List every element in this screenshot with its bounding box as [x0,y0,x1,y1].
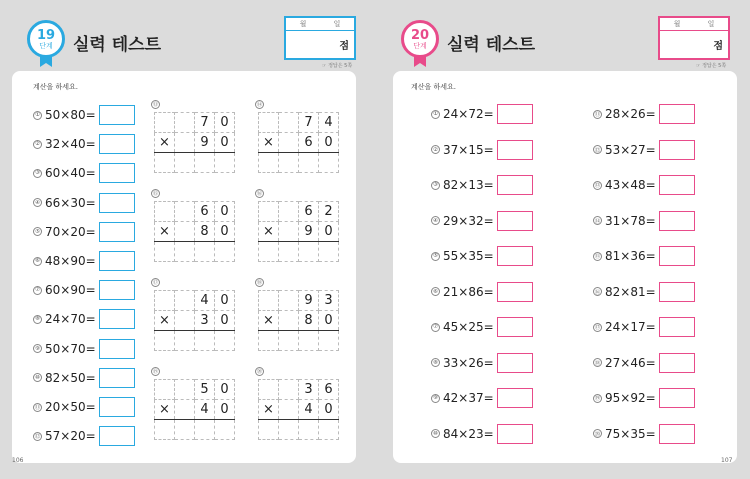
instruction: 계산을 하세요. [33,83,79,91]
problem-row [33,426,135,446]
problem-number: ① [33,111,42,120]
problem-number: ⑪ [33,403,42,412]
problem-number: ⑨ [431,394,440,403]
answer-box[interactable] [99,105,135,125]
points-label: 점 [339,41,349,52]
answer-box[interactable] [99,368,135,388]
operator: × [155,400,175,420]
problem-row [33,280,135,300]
digit-cell: 0 [215,311,235,331]
problem-number: ⑪ [593,110,602,119]
page-title: 실력 테스트 [73,35,162,55]
empty-cell [259,113,279,133]
problem-expression: 33×26= [443,355,494,370]
answer-box[interactable] [659,140,695,160]
empty-cell [279,311,299,331]
problem-expression: 66×30= [45,195,96,210]
answer-box[interactable] [497,282,533,302]
problem-row [593,246,695,266]
answer-cell[interactable] [259,331,279,351]
problem-expression: 75×35= [605,426,656,441]
answer-box[interactable] [497,211,533,231]
problem-row [431,175,533,195]
problem-number: ① [431,110,440,119]
answer-cell[interactable] [299,331,319,351]
answer-box[interactable] [497,246,533,266]
answer-cell[interactable] [319,331,339,351]
answer-box[interactable] [659,317,695,337]
answer-cell[interactable] [155,242,175,262]
problem-row [431,211,533,231]
answer-box[interactable] [659,388,695,408]
answer-cell[interactable] [299,153,319,173]
page-number: 106 [12,457,24,464]
empty-cell [155,380,175,400]
digit-cell: 0 [215,202,235,222]
vertical-multiplication-grid [154,201,235,262]
operator: × [259,133,279,153]
problem-row [593,424,695,444]
problem-number: ⑬ [152,102,158,108]
answer-box[interactable] [99,280,135,300]
problem-expression: 57×20= [45,429,96,444]
problem-expression: 70×20= [45,224,96,239]
answer-cell[interactable] [195,242,215,262]
problem-expression: 95×92= [605,391,656,405]
answer-box[interactable] [99,134,135,154]
digit-cell: 9 [299,291,319,311]
problem-number: ⑦ [33,286,42,295]
problem-expression: 28×26= [605,107,656,121]
problem-expression: 27×46= [605,355,656,370]
points-label: 점 [713,41,723,52]
answer-cell[interactable] [259,420,279,440]
problem-row [593,353,695,373]
problem-row [33,339,135,359]
digit-cell: 0 [215,133,235,153]
empty-cell [279,113,299,133]
answer-box[interactable] [99,397,135,417]
answer-box[interactable] [659,104,695,124]
problem-row [431,246,533,266]
answer-box[interactable] [497,140,533,160]
problem-expression: 81×36= [605,249,656,263]
answer-box[interactable] [99,251,135,271]
problem-row [593,104,695,124]
problem-expression: 60×40= [45,166,96,181]
problem-expression: 21×86= [443,284,494,299]
level-unit: 단계 [39,41,53,50]
ribbon-icon [40,55,52,67]
empty-cell [259,380,279,400]
problem-number: ⑦ [431,323,440,332]
digit-cell: 7 [195,113,215,133]
problem-expression: 42×37= [443,391,494,405]
problem-number: ⑯ [256,191,262,197]
operator: × [259,311,279,331]
month-label: 월 [299,20,307,28]
problem-row [33,368,135,388]
problem-number: ⑰ [152,280,158,286]
answer-cell[interactable] [155,153,175,173]
problem-row [33,193,135,213]
answer-cell[interactable] [299,420,319,440]
answer-box[interactable] [659,175,695,195]
empty-cell [155,113,175,133]
answer-box[interactable] [659,211,695,231]
answer-box[interactable] [497,424,533,444]
problem-number: ④ [431,216,440,225]
answer-box[interactable] [99,163,135,183]
digit-cell: 4 [195,291,215,311]
problem-row [593,317,695,337]
problem-number: ⑨ [33,344,42,353]
problem-expression: 37×15= [443,142,494,157]
level-unit: 단계 [413,41,427,50]
problem-expression: 50×80= [45,108,96,122]
problem-number: ⑥ [431,287,440,296]
answer-box[interactable] [497,353,533,373]
digit-cell: 9 [299,222,319,242]
digit-cell: 0 [215,380,235,400]
problem-row [593,175,695,195]
empty-cell [175,400,195,420]
digit-cell: 5 [195,380,215,400]
problem-expression: 20×50= [45,400,96,414]
empty-cell [279,133,299,153]
empty-cell [279,291,299,311]
level-badge [401,20,439,58]
answer-cell[interactable] [319,242,339,262]
problem-expression: 24×72= [443,107,494,121]
page-title: 실력 테스트 [447,35,536,55]
empty-cell [259,291,279,311]
digit-cell: 8 [195,222,215,242]
problem-row [593,388,695,408]
answer-box[interactable] [659,353,695,373]
problem-number: ⑳ [256,369,262,375]
level-number: 19 [36,27,56,43]
problem-row [431,140,533,160]
answer-box[interactable] [497,388,533,408]
problem-number: ⑬ [593,181,602,190]
right-page [375,0,750,479]
day-label: 일 [333,20,341,28]
digit-cell: 0 [215,113,235,133]
digit-cell: 4 [195,400,215,420]
digit-cell: 6 [299,202,319,222]
answer-cell[interactable] [279,153,299,173]
problem-expression: 24×70= [45,312,96,327]
problem-expression: 45×25= [443,320,494,334]
problem-row [33,134,135,154]
operator: × [155,222,175,242]
answer-cell[interactable] [195,331,215,351]
level-badge [27,20,65,58]
digit-cell: 3 [195,311,215,331]
problem-row [431,424,533,444]
digit-cell: 2 [319,202,339,222]
operator: × [259,222,279,242]
empty-cell [175,222,195,242]
vertical-multiplication-grid [154,112,235,173]
problem-number: ⑮ [152,191,158,197]
problem-number: ⑤ [431,252,440,261]
problem-number: ⑧ [33,315,42,324]
digit-cell: 0 [319,222,339,242]
vertical-multiplication-grid [258,201,339,262]
answer-box[interactable] [497,317,533,337]
vertical-multiplication-grid [258,112,339,173]
problem-expression: 55×35= [443,249,494,263]
answer-cell[interactable] [155,420,175,440]
digit-cell: 0 [215,291,235,311]
problem-expression: 82×81= [605,284,656,299]
answer-box[interactable] [99,426,135,446]
problem-expression: 24×17= [605,320,656,334]
problem-row [593,140,695,160]
answer-box[interactable] [497,175,533,195]
answer-cell[interactable] [319,153,339,173]
problem-expression: 32×40= [45,137,96,152]
level-number: 20 [410,27,430,43]
digit-cell: 0 [215,400,235,420]
digit-cell: 0 [319,311,339,331]
digit-cell: 4 [319,113,339,133]
problem-expression: 53×27= [605,142,656,157]
answer-cell[interactable] [175,153,195,173]
problem-number: ⑱ [256,280,262,286]
problem-number: ⑰ [593,323,602,332]
problem-row [431,388,533,408]
answer-box[interactable] [497,104,533,124]
vertical-multiplication-grid [258,379,339,440]
answer-cell[interactable] [215,242,235,262]
answer-reference: ☞ 정답은 5쪽 [696,63,727,69]
problem-number: ⑲ [593,394,602,403]
empty-cell [175,202,195,222]
answer-box[interactable] [99,309,135,329]
empty-cell [279,202,299,222]
operator: × [155,311,175,331]
problem-number: ⑥ [33,257,42,266]
digit-cell: 4 [299,400,319,420]
empty-cell [175,291,195,311]
problem-row [431,353,533,373]
score-box [658,16,730,60]
answer-box[interactable] [99,222,135,242]
problem-expression: 31×78= [605,213,656,228]
problem-row [33,309,135,329]
empty-cell [259,202,279,222]
problem-number: ⑤ [33,227,42,236]
digit-cell: 9 [195,133,215,153]
answer-cell[interactable] [215,420,235,440]
operator: × [259,400,279,420]
problem-row [593,211,695,231]
problem-number: ② [33,140,42,149]
answer-cell[interactable] [175,331,195,351]
problem-number: ⑫ [593,145,602,154]
digit-cell: 6 [299,133,319,153]
answer-box[interactable] [659,282,695,302]
empty-cell [175,113,195,133]
problem-number: ⑩ [431,429,440,438]
page-number: 107 [721,457,733,464]
problem-number: ⑫ [33,432,42,441]
empty-cell [175,133,195,153]
answer-reference: ☞ 정답은 5쪽 [322,63,353,69]
month-label: 월 [673,20,681,28]
digit-cell: 8 [299,311,319,331]
problem-row [33,105,135,125]
empty-cell [155,291,175,311]
answer-cell[interactable] [279,242,299,262]
problem-expression: 84×23= [443,426,494,441]
problem-expression: 29×32= [443,213,494,228]
answer-box[interactable] [659,424,695,444]
answer-cell[interactable] [175,420,195,440]
answer-cell[interactable] [259,153,279,173]
problem-number: ⑩ [33,373,42,382]
answer-cell[interactable] [195,420,215,440]
problem-expression: 50×70= [45,341,96,356]
empty-cell [175,380,195,400]
ribbon-icon [414,55,426,67]
problem-expression: 82×50= [45,370,96,385]
problem-number: ⑲ [152,369,158,375]
empty-cell [279,222,299,242]
answer-cell[interactable] [195,153,215,173]
score-box [284,16,356,60]
answer-cell[interactable] [215,331,235,351]
problem-row [593,282,695,302]
digit-cell: 6 [195,202,215,222]
vertical-multiplication-grid [154,290,235,351]
problem-number: ⑱ [593,358,602,367]
problem-expression: 43×48= [605,178,656,192]
answer-cell[interactable] [155,331,175,351]
problem-row [33,397,135,417]
answer-box[interactable] [99,339,135,359]
problem-row [33,222,135,242]
digit-cell: 3 [319,291,339,311]
answer-cell[interactable] [215,153,235,173]
day-label: 일 [707,20,715,28]
digit-cell: 0 [215,222,235,242]
problem-number: ③ [431,181,440,190]
empty-cell [155,202,175,222]
problem-number: ⑮ [593,252,602,261]
problem-number: ⑧ [431,358,440,367]
problem-number: ⑯ [593,287,602,296]
answer-box[interactable] [659,246,695,266]
problem-number: ③ [33,169,42,178]
problem-number: ④ [33,198,42,207]
digit-cell: 7 [299,113,319,133]
answer-cell[interactable] [299,242,319,262]
problem-number: ⑭ [256,102,262,108]
problem-row [33,163,135,183]
problem-expression: 48×90= [45,254,96,268]
empty-cell [175,311,195,331]
problem-row [431,104,533,124]
problem-row [33,251,135,271]
problem-expression: 82×13= [443,178,494,192]
problem-number: ② [431,145,440,154]
digit-cell: 6 [319,380,339,400]
problem-row [431,282,533,302]
empty-cell [279,400,299,420]
empty-cell [279,380,299,400]
problem-expression: 60×90= [45,283,96,298]
vertical-multiplication-grid [154,379,235,440]
digit-cell: 0 [319,400,339,420]
vertical-multiplication-grid [258,290,339,351]
answer-cell[interactable] [279,420,299,440]
answer-cell[interactable] [279,331,299,351]
answer-cell[interactable] [259,242,279,262]
answer-cell[interactable] [319,420,339,440]
problem-number: ⑳ [593,429,602,438]
problem-row [431,317,533,337]
digit-cell: 0 [319,133,339,153]
instruction: 계산을 하세요. [411,83,457,91]
operator: × [155,133,175,153]
answer-cell[interactable] [175,242,195,262]
problem-number: ⑭ [593,216,602,225]
digit-cell: 3 [299,380,319,400]
answer-box[interactable] [99,193,135,213]
